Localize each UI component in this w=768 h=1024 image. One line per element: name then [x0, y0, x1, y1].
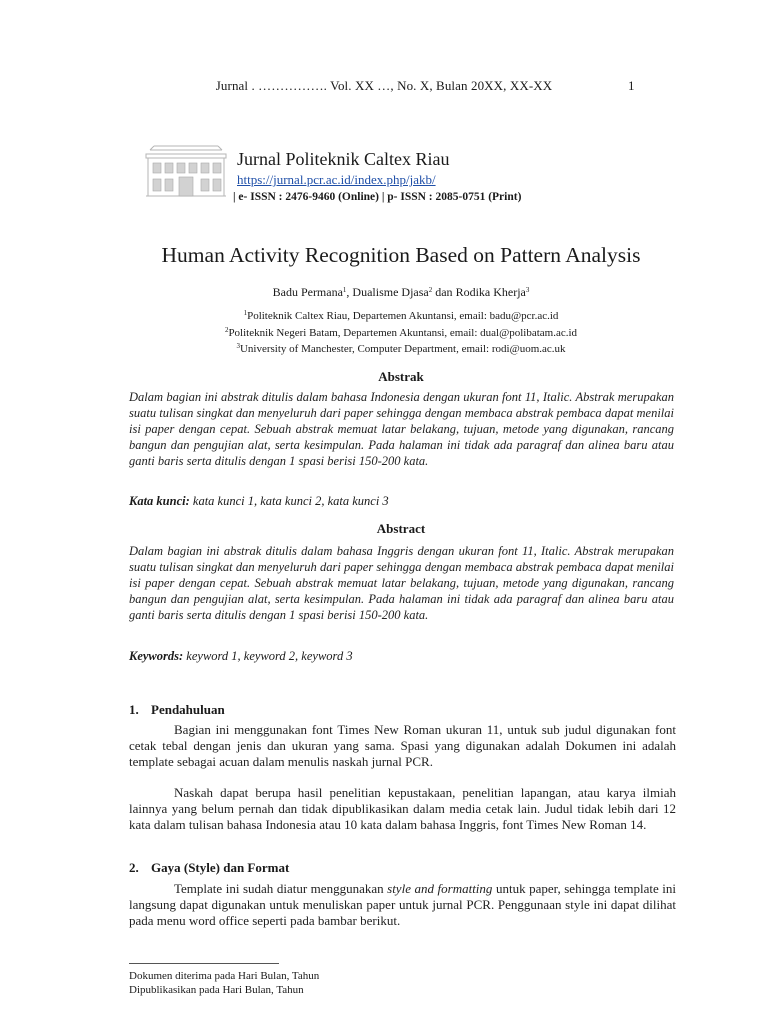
paragraph	[129, 722, 676, 770]
affiliation	[0, 326, 768, 339]
kata-kunci-values: kata kunci 1, kata kunci 2, kata kunci 3	[192, 494, 389, 508]
kata-kunci	[129, 494, 389, 509]
author-affiliation-mark: 3	[525, 286, 530, 294]
author-list	[0, 285, 768, 300]
affiliation-mark: 1	[243, 309, 248, 317]
author-name: Rodika Kherja	[455, 285, 526, 299]
author-affiliation-mark: 2	[428, 286, 433, 294]
author-separator: ,	[346, 285, 353, 299]
author-name: Dualisme Djasa	[352, 285, 429, 299]
author-affiliation-mark: 1	[342, 286, 347, 294]
footnote-received: Dokumen diterima pada Hari Bulan, Tahun	[129, 970, 320, 982]
section-title: Gaya (Style) dan Format	[151, 860, 290, 875]
footnote-published: Dipublikasikan pada Hari Bulan, Tahun	[129, 984, 304, 996]
section-title: Pendahuluan	[151, 702, 225, 717]
affiliation-text: Politeknik Negeri Batam, Departemen Akuntansi, email: dual@polibatam.ac.id	[228, 327, 578, 339]
footnote-divider	[129, 963, 279, 964]
affiliation-mark: 3	[236, 342, 240, 350]
section-number: 1.	[129, 702, 139, 717]
affiliation-mark: 2	[224, 326, 229, 334]
journal-issn: | e- ISSN : 2476-9460 (Online) | p- ISSN : 2085-0751 (Print)	[233, 191, 522, 203]
journal-url-link[interactable]: https://jurnal.pcr.ac.id/index.php/jakb/	[237, 172, 436, 187]
journal-logo-icon	[144, 140, 228, 200]
paragraph	[129, 785, 676, 833]
affiliation	[0, 342, 768, 355]
affiliation-text: University of Manchester, Computer Department, email: rodi@uom.ac.uk	[239, 343, 566, 355]
abstract-text: Dalam bagian ini abstrak ditulis dalam bahasa Inggris dengan ukuran font 11, Italic. Abstrak merupakan suatu tulisan singkat dan menyeluruh dari paper sehingga dengan membaca abstrak pembaca dapat menilai isi paper dengan cepat. Sebuah abstrak memuat latar belakang, tujuan, metode yang digunakan, rancang bangun dan pengujian alat, serta kesimpulan. Pada halaman ini tidak ada paragraf dan alinea baru atau ganti baris serta ditulis dengan 1 spasi berisi 150-200 kata.	[129, 544, 674, 622]
keywords	[129, 649, 353, 664]
abstrak-text: Dalam bagian ini abstrak ditulis dalam bahasa Indonesia dengan ukuran font 11, Italic. Abstrak merupakan suatu tulisan singkat dan menyeluruh dari paper sehingga dengan membaca abstrak pembaca dapat menilai isi paper dengan cepat. Sebuah abstrak memuat latar belakang, tujuan, metode yang digunakan, rancang bangun dan pengujian alat, serta kesimpulan. Pada halaman ini tidak ada paragraf dan alinea baru atau ganti baris serta ditulis dengan 1 spasi berisi 150-200 kata.	[129, 390, 674, 468]
abstract-heading: Abstract	[376, 521, 426, 536]
keywords-values: keyword 1, keyword 2, keyword 3	[186, 649, 353, 663]
paragraph-text: Template ini sudah diatur menggunakan	[174, 881, 388, 896]
journal-name: Jurnal Politeknik Caltex Riau	[237, 149, 450, 169]
author-separator: dan	[432, 285, 456, 299]
paragraph	[129, 881, 676, 929]
section-heading	[129, 860, 289, 876]
section-number: 2.	[129, 860, 139, 875]
paragraph-text: Naskah dapat berupa hasil penelitian kepustakaan, penelitian lapangan, atau karya ilmiah lainnya yang belum pernah dan tidak dipublikasikan dalam media cetak lain. Judul tidak lebih dari 12 kata dalam tulisan bahasa Indonesia atau 10 kata dalam bahasa Inggris, font Times New Roman 14.	[129, 785, 676, 832]
section-heading	[129, 702, 225, 718]
affiliation	[0, 309, 768, 322]
kata-kunci-label: Kata kunci:	[129, 494, 190, 508]
affiliation-text: Politeknik Caltex Riau, Departemen Akuntansi, email: badu@pcr.ac.id	[247, 310, 559, 322]
abstrak-heading: Abstrak	[378, 369, 424, 384]
paragraph-text: Bagian ini menggunakan font Times New Roman ukuran 11, untuk sub judul digunakan font cetak tebal dengan jenis dan ukuran yang sama. Spasi yang digunakan adalah Dokumen ini adalah template sebagai acuan dalam menulis naskah jurnal PCR.	[129, 722, 676, 769]
page-number: 1	[628, 78, 635, 93]
running-head: Jurnal . ……………. Vol. XX …, No. X, Bulan 20XX, XX-XX	[215, 78, 553, 93]
paper-title: Human Activity Recognition Based on Pattern Analysis	[161, 243, 641, 267]
author-name: Badu Permana	[272, 285, 343, 299]
paragraph-text: untuk paper, sehingga template ini langsung dapat digunakan untuk menuliskan paper untuk jurnal PCR. Penggunaan style ini dapat dilihat pada menu word office seperti pada bambar berikut.	[129, 881, 677, 928]
paragraph-emphasis: style and formatting	[387, 881, 493, 896]
keywords-label: Keywords:	[129, 649, 184, 663]
